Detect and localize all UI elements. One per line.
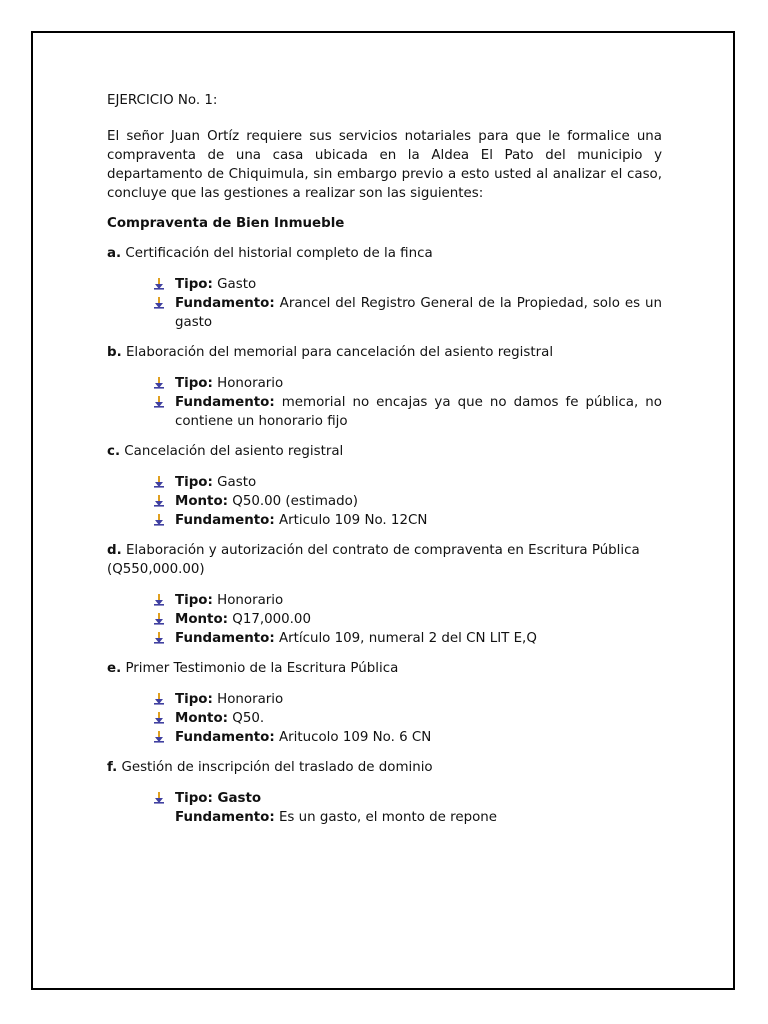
bullet-item [175,629,662,648]
item-title-text: Gestión de inscripción del traslado de dominio [121,760,433,775]
section-subtitle: Compraventa de Bien Inmueble [107,216,345,231]
item-letter: f. [107,760,118,775]
bullet-text: Q50. [232,711,265,726]
bullet-label: Tipo: [175,593,213,608]
bullet-text: Honorario [217,593,284,608]
exercise-heading: EJERCICIO No. 1: [107,93,218,108]
bullet-label: Monto: [175,612,229,627]
bullet-label: Fundamento: [175,631,275,646]
item-title [107,541,662,579]
arrow-down-bullet-icon [154,613,164,625]
bullet-label: Fundamento: [175,810,275,825]
bullet-label: Fundamento: [175,296,275,311]
bullet-item [175,709,662,728]
arrow-down-bullet-icon [154,731,164,743]
bullet-text: Articulo 109 No. 12CN [278,513,428,528]
item-letter: a. [107,246,122,261]
document-content [107,91,662,838]
bullet-label: Monto: [175,711,229,726]
bullet-label: Tipo: [175,692,213,707]
bullet-label: Fundamento: [175,513,275,528]
bullet-label: Tipo: [175,277,213,292]
bullet-item [175,690,662,709]
bullet-list [107,789,662,827]
arrow-down-bullet-icon [154,712,164,724]
bullet-label: Tipo: Gasto [175,791,262,806]
bullet-label: Tipo: [175,376,213,391]
arrow-down-bullet-icon [154,514,164,526]
items-list [107,244,662,827]
item-title [107,343,662,362]
arrow-down-bullet-icon [154,594,164,606]
bullet-label: Tipo: [175,475,213,490]
arrow-down-bullet-icon [154,476,164,488]
bullet-text: Artículo 109, numeral 2 del CN LIT E,Q [278,631,537,646]
document-page [31,31,735,990]
item-title [107,442,662,461]
item-title-text: Elaboración del memorial para cancelación del asiento registral [125,345,554,360]
bullet-text: Q50.00 (estimado) [232,494,358,509]
bullet-item [175,294,662,332]
arrow-down-bullet-icon [154,278,164,290]
item-title [107,244,662,263]
item-letter: b. [107,345,122,360]
arrow-down-bullet-icon [154,495,164,507]
item-letter: e. [107,661,122,676]
item-letter: d. [107,543,122,558]
bullet-text: Gasto [217,277,257,292]
bullet-text: Honorario [217,692,284,707]
arrow-down-bullet-icon [154,632,164,644]
item-title [107,758,662,777]
item-title [107,659,662,678]
bullet-list [107,690,662,747]
item-letter: c. [107,444,121,459]
bullet-item [175,789,662,808]
bullet-text: Es un gasto, el monto de repone [278,810,498,825]
bullet-text: Aritucolo 109 No. 6 CN [278,730,432,745]
arrow-down-bullet-icon [154,377,164,389]
bullet-item [175,728,662,747]
bullet-list [107,591,662,648]
bullet-item [175,591,662,610]
arrow-down-bullet-icon [154,792,164,804]
bullet-list [107,275,662,332]
item-title-text: Elaboración y autorización del contrato de compraventa en Escritura Pública (Q550,000.00) [107,543,640,577]
item-title-text: Primer Testimonio de la Escritura Pública [125,661,399,676]
item-title-text: Cancelación del asiento registral [124,444,344,459]
bullet-label: Monto: [175,494,229,509]
bullet-item [175,473,662,492]
bullet-text: Honorario [217,376,284,391]
arrow-down-bullet-icon [154,297,164,309]
bullet-item [175,275,662,294]
bullet-item [175,610,662,629]
bullet-item [175,492,662,511]
intro-paragraph: El señor Juan Ortíz requiere sus servicios notariales para que le formalice una compraventa de una casa ubicada en la Aldea El Pato del municipio y departamento de Chiquimula, sin embargo previo a esto usted al analizar el caso, concluye que las gestiones a realizar son las siguientes: [107,129,662,201]
bullet-text: Arancel del Registro General de la Propiedad, solo es un gasto [175,296,662,330]
bullet-text: Gasto [217,475,257,490]
bullet-item [175,393,662,431]
arrow-down-bullet-icon [154,396,164,408]
bullet-item [175,374,662,393]
bullet-list [107,374,662,431]
bullet-item [175,511,662,530]
bullet-text: Q17,000.00 [232,612,311,627]
bullet-label: Fundamento: [175,395,275,410]
bullet-label: Fundamento: [175,730,275,745]
item-title-text: Certificación del historial completo de la finca [125,246,433,261]
bullet-list [107,473,662,530]
bullet-item [175,808,662,827]
bullet-text: memorial no encajas ya que no damos fe pública, no contiene un honorario fijo [175,395,662,429]
arrow-down-bullet-icon [154,693,164,705]
